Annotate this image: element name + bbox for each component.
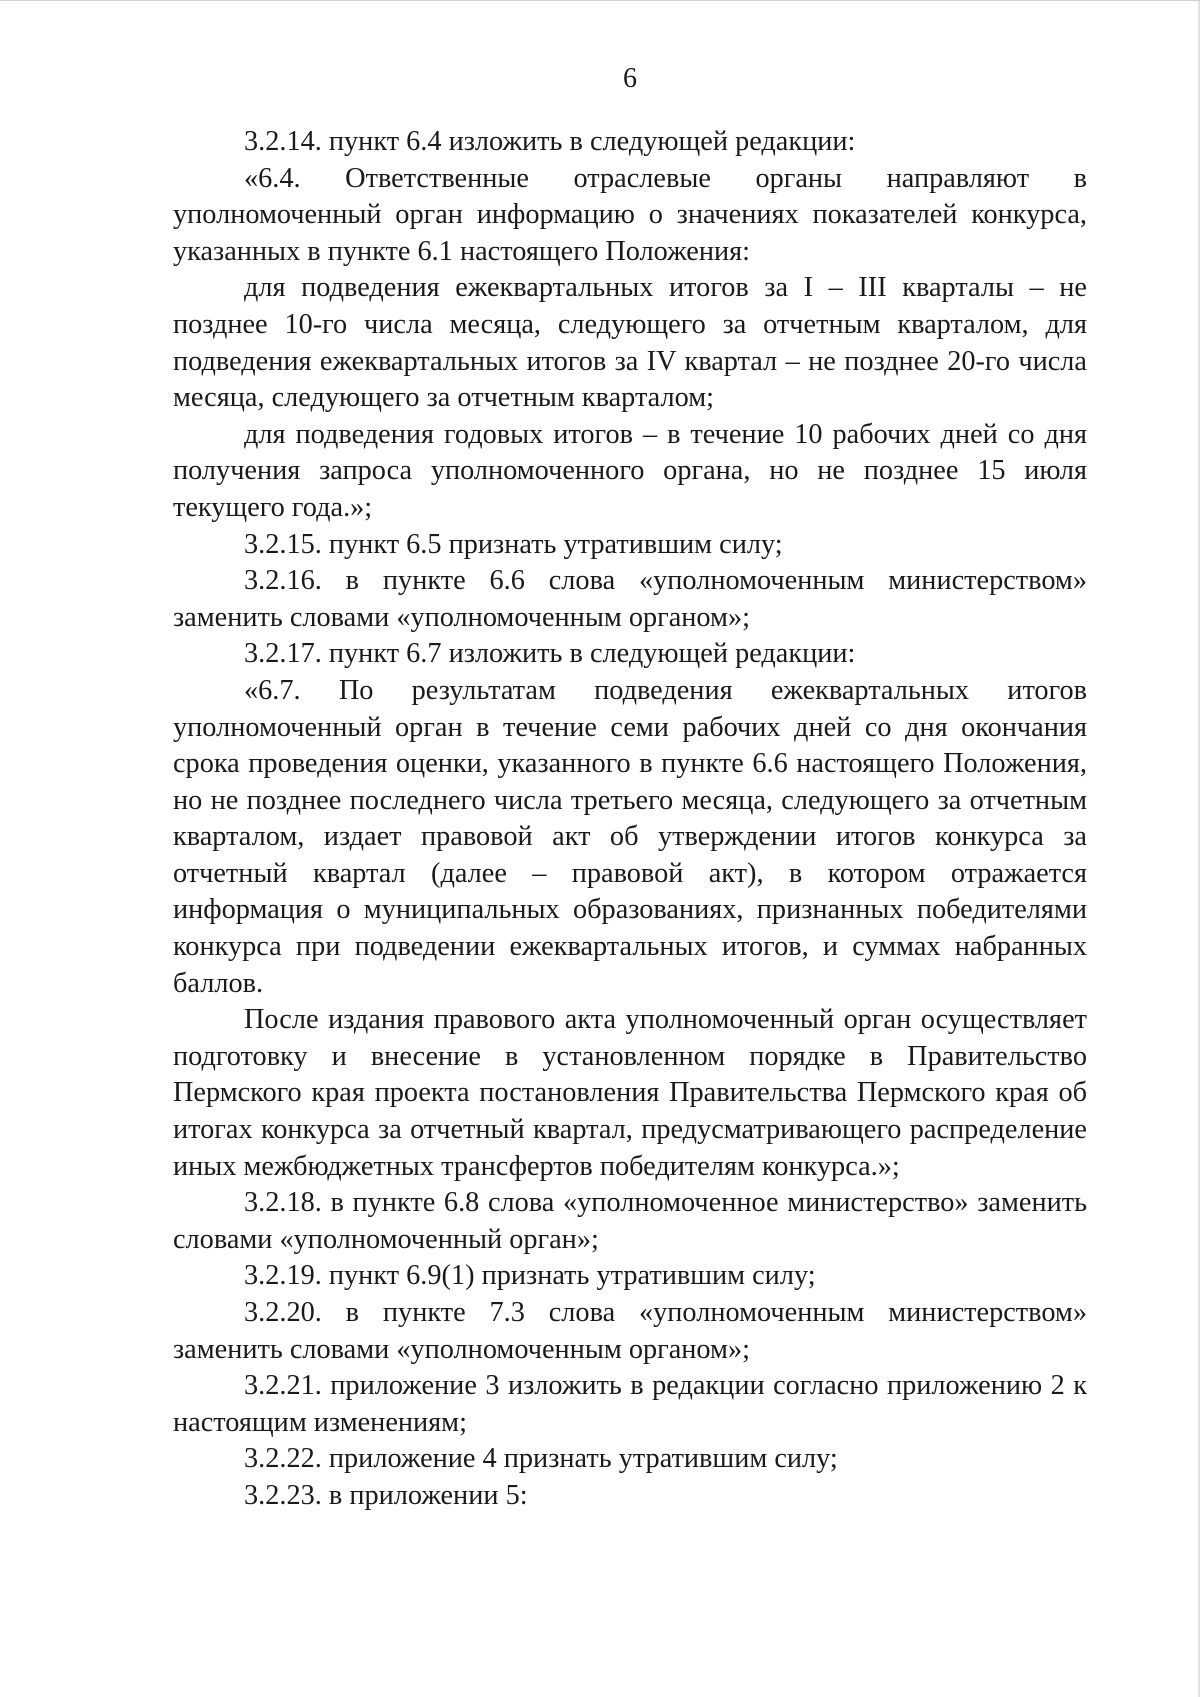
paragraph-annual-deadlines: для подведения годовых итогов – в течение 10 рабочих дней со дня получения запроса уполномоченного органа, но не позднее 15 июля текущего года.»; (173, 418, 1087, 523)
paragraph-3-2-14: 3.2.14. пункт 6.4 изложить в следующей редакции: (244, 126, 856, 157)
paragraph-3-2-18: 3.2.18. в пункте 6.8 слова «уполномоченное министерство» заменить словами «уполномоченный орган»; (173, 1187, 1087, 1255)
paragraph-3-2-19: 3.2.19. пункт 6.9(1) признать утратившим силу; (244, 1260, 816, 1292)
paragraph-3-2-20: 3.2.20. в пункте 7.3 слова «уполномоченным министерством» заменить словами «уполномоченным органом»; (173, 1297, 1087, 1365)
paragraph-quarterly-deadlines: для подведения ежеквартальных итогов за I – III кварталы – не позднее 10-го числа месяца, следующего за отчетным кварталом, для подведения ежеквартальных итогов за IV квартал – не позднее 20-го числа месяца, следующего за отчетным кварталом; (173, 272, 1087, 414)
paragraph-3-2-21: 3.2.21. приложение 3 изложить в редакции согласно приложению 2 к настоящим изменениям; (173, 1370, 1087, 1438)
paragraph-3-2-23: 3.2.23. в приложении 5: (244, 1479, 528, 1511)
page-number: 6 (623, 63, 637, 94)
paragraph-3-2-17: 3.2.17. пункт 6.7 изложить в следующей редакции: (244, 638, 856, 670)
paragraph-6-7-text: «6.7. По результатам подведения ежеквартальных итогов уполномоченный орган в течение семи рабочих дней со дня окончания срока проведения оценки, указанного в пункте 6.6 настоящего Положения, но не позднее последнего числа третьего месяца, следующего за отчетным кварталом, издает правовой акт об утверждении итогов конкурса за отчетный квартал (далее – правовой акт), в котором отражается информация о муниципальных образованиях, признанных победителями конкурса при подведении ежеквартальных итогов, и суммах набранных баллов. (173, 674, 1087, 999)
paragraph-6-4-text: «6.4. Ответственные отраслевые органы направляют в уполномоченный орган информацию о значениях показателей конкурса, указанных в пункте 6.1 настоящего Положения: (173, 162, 1087, 267)
paragraph-3-2-16: 3.2.16. в пункте 6.6 слова «уполномоченным министерством» заменить словами «уполномоченным органом»; (173, 565, 1087, 633)
paragraph-3-2-15: 3.2.15. пункт 6.5 признать утратившим силу; (244, 528, 783, 560)
paragraph-after-legal-act: После издания правового акта уполномоченный орган осуществляет подготовку и внесение в установленном порядке в Правительство Пермского края проекта постановления Правительства Пермского края об итогах конкурса за отчетный квартал, предусматривающего распределение иных межбюджетных трансфертов победителям конкурса.»; (173, 1004, 1087, 1182)
document-body (173, 124, 1087, 1515)
paragraph-3-2-22: 3.2.22. приложение 4 признать утратившим силу; (244, 1443, 838, 1475)
